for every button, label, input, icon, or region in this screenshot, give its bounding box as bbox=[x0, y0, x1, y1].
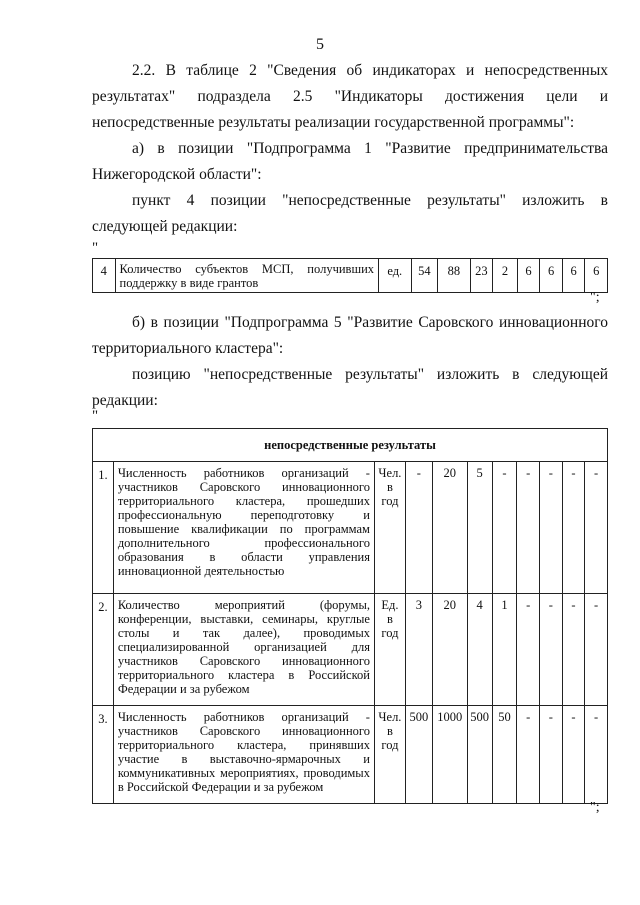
value-cell: - bbox=[492, 462, 517, 594]
value-cell: - bbox=[562, 706, 585, 804]
row-number: 2. bbox=[93, 594, 114, 706]
table-subprogram-1-item-4 bbox=[92, 258, 608, 293]
value-cell: - bbox=[405, 462, 432, 594]
row-number: 1. bbox=[93, 462, 114, 594]
indicator-name: Численность работников организаций - участников Саровского инновационного территориального кластера, принявших участие в выставочно-ярмарочных и коммуникативных мероприятиях, проводимых в Российской Федерации и за рубежом bbox=[113, 706, 374, 804]
paragraph-position: позицию "непосредственные результаты" изложить в следующей редакции: bbox=[92, 366, 608, 409]
value-cell: 500 bbox=[405, 706, 432, 804]
value-cell: - bbox=[540, 706, 563, 804]
closing-quote-mark: "; bbox=[590, 290, 600, 305]
value-cell: 5 bbox=[467, 462, 492, 594]
value-cell: - bbox=[562, 462, 585, 594]
value-cell: 2 bbox=[493, 259, 517, 293]
value-cell: 4 bbox=[467, 594, 492, 706]
value-cell: 1 bbox=[492, 594, 517, 706]
value-cell: - bbox=[585, 462, 608, 594]
opening-quote-mark: " bbox=[92, 408, 99, 424]
unit-cell: Чел. в год bbox=[374, 706, 405, 804]
indicator-name: Количество мероприятий (форумы, конференции, выставки, семинары, круглые столы и так далее), проводимых специализированной организацией для участников Саровского инновационного территориального кластера в Российской Федерации и за рубежом bbox=[113, 594, 374, 706]
table-header-row bbox=[93, 429, 608, 462]
value-cell: 500 bbox=[467, 706, 492, 804]
value-cell: 20 bbox=[432, 462, 467, 594]
value-cell: 20 bbox=[432, 594, 467, 706]
paragraph-a: а) в позиции "Подпрограмма 1 "Развитие предпринимательства Нижегородской области": bbox=[92, 140, 608, 183]
unit-cell: Ед. в год bbox=[374, 594, 405, 706]
row-number: 3. bbox=[93, 706, 114, 804]
value-cell: - bbox=[562, 594, 585, 706]
value-cell: 54 bbox=[411, 259, 438, 293]
paragraph-2-2: 2.2. В таблице 2 "Сведения об индикаторах и непосредственных результатах" подраздела 2.5 "Индикаторы достижения цели и непосредственные результаты реализации государственной программы": bbox=[92, 62, 608, 131]
value-cell: 6 bbox=[540, 259, 563, 293]
value-cell: 88 bbox=[438, 259, 470, 293]
indicator-name: Численность работников организаций - участников Саровского инновационного территориального кластера, прошедших профессиональную переподготовку и повышение квалификации по программам дополнительного профессионального образования в области управления инновационной деятельностью bbox=[113, 462, 374, 594]
value-cell: 23 bbox=[470, 259, 493, 293]
table-row bbox=[93, 706, 608, 804]
value-cell: - bbox=[585, 706, 608, 804]
value-cell: 50 bbox=[492, 706, 517, 804]
table-header: непосредственные результаты bbox=[93, 429, 608, 462]
closing-quote-mark: "; bbox=[590, 800, 600, 815]
value-cell: - bbox=[585, 594, 608, 706]
value-cell: 6 bbox=[517, 259, 540, 293]
value-cell: - bbox=[517, 706, 540, 804]
unit-cell: ед. bbox=[379, 259, 411, 293]
value-cell: 6 bbox=[585, 259, 608, 293]
page-number: 5 bbox=[316, 36, 324, 53]
value-cell: - bbox=[517, 462, 540, 594]
value-cell: - bbox=[540, 462, 563, 594]
table-row bbox=[93, 462, 608, 594]
unit-cell: Чел. в год bbox=[374, 462, 405, 594]
table-row bbox=[93, 594, 608, 706]
table-row bbox=[93, 259, 608, 293]
row-number: 4 bbox=[93, 259, 116, 293]
table-subprogram-5-results bbox=[92, 428, 608, 804]
value-cell: 3 bbox=[405, 594, 432, 706]
value-cell: - bbox=[540, 594, 563, 706]
value-cell: - bbox=[517, 594, 540, 706]
value-cell: 1000 bbox=[432, 706, 467, 804]
paragraph-b: б) в позиции "Подпрограмма 5 "Развитие Саровского инновационного территориального кластера": bbox=[92, 314, 608, 357]
paragraph-item-4: пункт 4 позиции "непосредственные результаты" изложить в следующей редакции: bbox=[92, 192, 608, 235]
opening-quote-mark: " bbox=[92, 240, 99, 256]
indicator-name: Количество субъектов МСП, получивших поддержку в виде грантов bbox=[115, 259, 378, 293]
value-cell: 6 bbox=[562, 259, 585, 293]
